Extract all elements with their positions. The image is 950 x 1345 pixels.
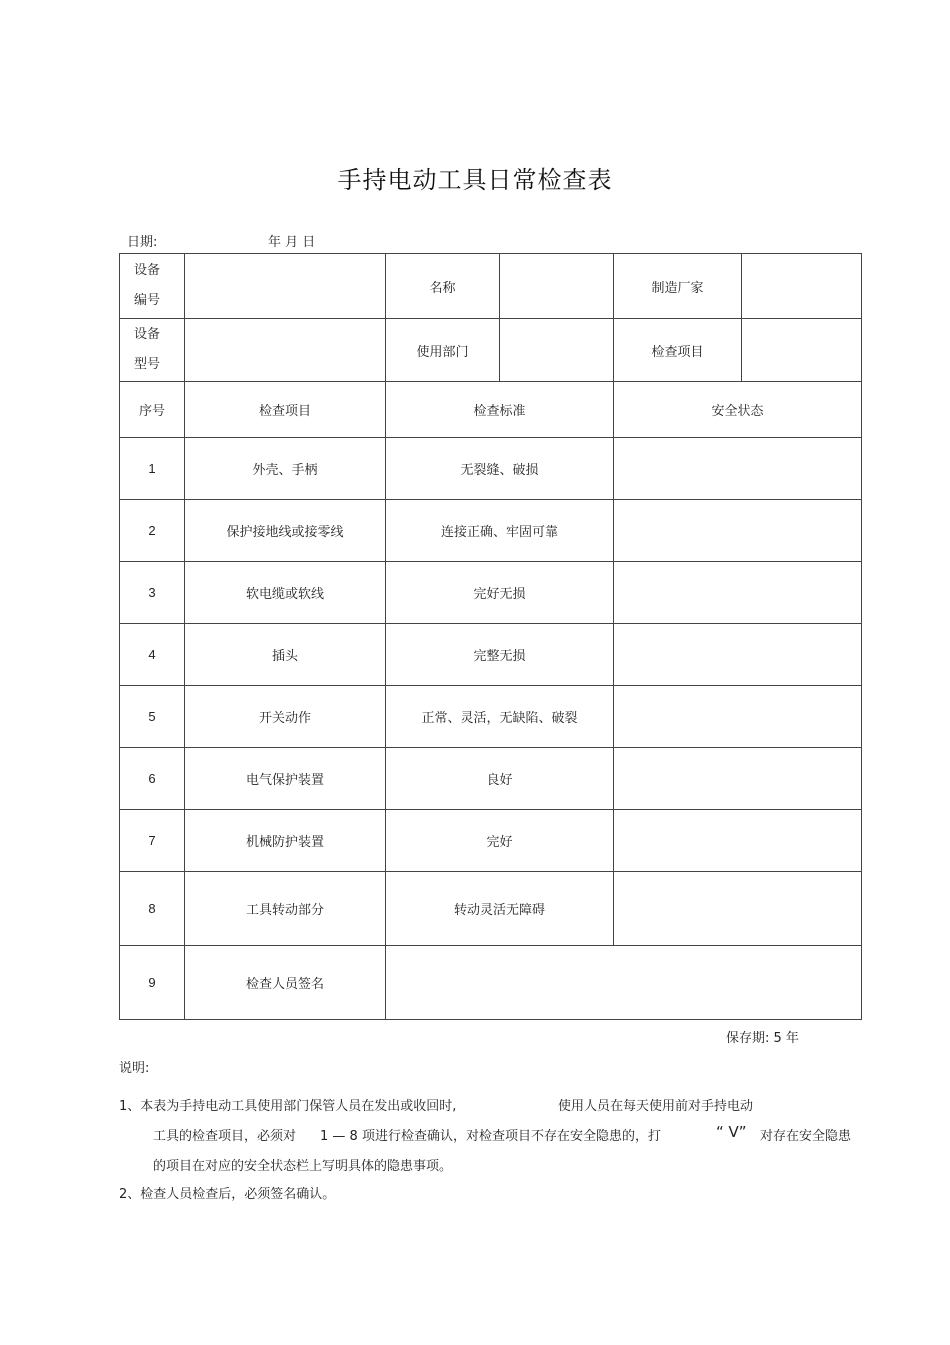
row-item: 外壳、手柄 <box>185 438 386 500</box>
row-no: 1 <box>120 438 185 500</box>
note-1-line-2b: 1 — 8 项进行检查确认，对检查项目不存在安全隐患的，打 <box>320 1129 661 1144</box>
table-row <box>120 872 862 946</box>
row-no: 7 <box>120 810 185 872</box>
equipment-number-row <box>120 254 862 319</box>
row-status-cell[interactable] <box>614 624 862 686</box>
table-row <box>120 500 862 562</box>
column-header-row <box>120 382 862 438</box>
table-row <box>120 438 862 500</box>
date-ymd: 年 月 日 <box>268 235 316 250</box>
row-item: 开关动作 <box>185 686 386 748</box>
row-standard: 完整无损 <box>386 624 614 686</box>
row-status-cell[interactable] <box>614 686 862 748</box>
row-status-cell[interactable] <box>614 562 862 624</box>
check-item-label: 检查项目 <box>614 319 742 382</box>
row-status-cell[interactable] <box>614 872 862 946</box>
row-standard: 转动灵活无障碍 <box>386 872 614 946</box>
note-1-line-1b: 使用人员在每天使用前对手持电动 <box>558 1099 754 1114</box>
row-no: 5 <box>120 686 185 748</box>
row-no: 8 <box>120 872 185 946</box>
signature-label: 检查人员签名 <box>185 946 386 1020</box>
col-header-item: 检查项目 <box>185 382 386 438</box>
note-1-line-2d: 对存在安全隐患 <box>760 1129 852 1144</box>
row-standard: 无裂缝、破损 <box>386 438 614 500</box>
page-title: 手持电动工具日常检查表 <box>337 166 613 194</box>
row-status-cell[interactable] <box>614 810 862 872</box>
table-row <box>120 810 862 872</box>
col-header-no: 序号 <box>120 382 185 438</box>
row-no: 9 <box>120 946 185 1020</box>
equipment-model-label: 设备 型号 <box>120 319 185 382</box>
note-2: 2、检查人员检查后，必须签名确认。 <box>119 1187 336 1202</box>
name-label: 名称 <box>386 254 500 319</box>
name-value[interactable] <box>500 254 614 319</box>
row-status-cell[interactable] <box>614 748 862 810</box>
row-no: 2 <box>120 500 185 562</box>
row-no: 6 <box>120 748 185 810</box>
row-standard: 连接正确、牢固可靠 <box>386 500 614 562</box>
signature-row <box>120 946 862 1020</box>
retention-period: 保存期: 5 年 <box>726 1031 799 1046</box>
row-item: 插头 <box>185 624 386 686</box>
signature-field[interactable] <box>386 946 862 1020</box>
table-row <box>120 686 862 748</box>
manufacturer-value[interactable] <box>742 254 862 319</box>
row-item: 机械防护装置 <box>185 810 386 872</box>
row-standard: 良好 <box>386 748 614 810</box>
note-1-line-1a: 1、本表为手持电动工具使用部门保管人员在发出或收回时, <box>119 1099 457 1114</box>
table-row <box>120 562 862 624</box>
department-label: 使用部门 <box>386 319 500 382</box>
notes-heading: 说明: <box>119 1061 150 1076</box>
note-1-line-3: 的项目在对应的安全状态栏上写明具体的隐患事项。 <box>153 1159 453 1174</box>
row-no: 3 <box>120 562 185 624</box>
row-no: 4 <box>120 624 185 686</box>
manufacturer-label: 制造厂家 <box>614 254 742 319</box>
row-item: 电气保护装置 <box>185 748 386 810</box>
table-row <box>120 624 862 686</box>
check-item-value[interactable] <box>742 319 862 382</box>
equipment-number-label: 设备 编号 <box>120 254 185 319</box>
row-status-cell[interactable] <box>614 438 862 500</box>
row-standard: 正常、灵活，无缺陷、破裂 <box>386 686 614 748</box>
equipment-model-row <box>120 319 862 382</box>
equipment-number-value[interactable] <box>185 254 386 319</box>
row-item: 工具转动部分 <box>185 872 386 946</box>
row-item: 保护接地线或接零线 <box>185 500 386 562</box>
equipment-model-value[interactable] <box>185 319 386 382</box>
row-item: 软电缆或软线 <box>185 562 386 624</box>
department-value[interactable] <box>500 319 614 382</box>
col-header-standard: 检查标准 <box>386 382 614 438</box>
row-standard: 完好无损 <box>386 562 614 624</box>
note-1-checkmark-symbol: “ V” <box>716 1123 747 1141</box>
row-status-cell[interactable] <box>614 500 862 562</box>
date-label: 日期: <box>127 235 158 250</box>
inspection-table <box>119 253 862 1020</box>
table-row <box>120 748 862 810</box>
row-standard: 完好 <box>386 810 614 872</box>
col-header-status: 安全状态 <box>614 382 862 438</box>
note-1-line-2a: 工具的检查项目，必须对 <box>153 1129 297 1144</box>
